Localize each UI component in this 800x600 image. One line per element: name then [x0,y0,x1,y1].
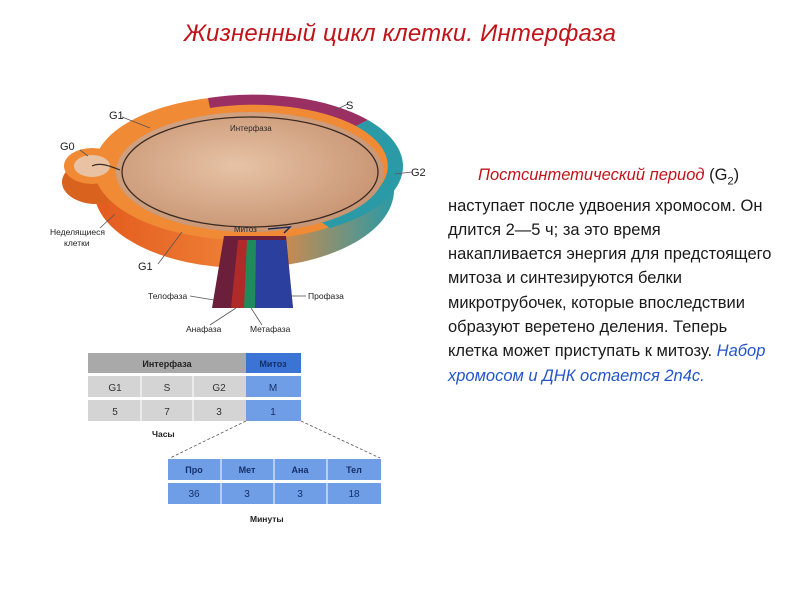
hours-header-interphase: Интерфаза [142,359,192,369]
hours-phase-g2: G2 [212,383,226,394]
label-nondividing-1: Неделящиеся [50,227,105,237]
minutes-value-ana: 3 [297,489,303,500]
hours-value-g2: 3 [216,407,222,418]
label-g0: G0 [60,141,75,153]
hours-value-m: 1 [270,407,276,418]
minutes-value-tel: 18 [348,489,360,500]
minutes-header-ana: Ана [291,465,309,475]
connector-right [301,421,380,458]
hours-phase-s: S [163,383,171,394]
hours-table [88,353,301,439]
hours-value-s: 7 [164,407,170,418]
label-nondividing-2: клетки [64,238,90,248]
minutes-value-pro: 36 [188,489,200,500]
mitosis-bars [212,236,293,308]
paragraph-lead: Постсинтетический период [478,166,705,184]
minutes-table [168,459,381,524]
minutes-header-pro: Про [185,465,203,475]
hours-phase-g1: G1 [108,383,122,394]
hours-phase-m: M [268,383,278,394]
minutes-value-met: 3 [244,489,250,500]
label-mitosis-inner: Митоз [234,225,257,234]
label-g1-top: G1 [109,110,124,122]
label-interphase-inner: Интерфаза [230,124,272,133]
description-paragraph [448,163,778,388]
label-s: S [346,100,354,112]
minutes-header-met: Мет [238,465,256,475]
paragraph-g-sub: 2 [727,175,734,188]
minutes-caption: Минуты [250,514,284,524]
label-g1-bottom: G1 [138,261,153,273]
paragraph-tail: Набор хромосом и ДНК остается 2n4c. [448,342,766,385]
label-g2: G2 [411,167,426,179]
paragraph-g-open: (G [709,166,728,184]
slide-title: Жизненный цикл клетки. Интерфаза [183,20,617,47]
hours-caption: Часы [152,429,175,439]
label-metaphase: Метафаза [250,324,291,334]
label-anaphase: Анафаза [186,324,222,334]
label-prophase: Профаза [308,291,344,301]
hours-value-g1: 5 [112,407,118,418]
minutes-header-tel: Тел [346,465,362,475]
connector-left [170,421,246,458]
paragraph-body: ) наступает после удвоения хромосом. Он длится 2—5 ч; за это время накапливается энергия для предстоящего митоза и синтезируются белки микротрубочек, которые впоследствии образуют веретено деления. Теперь клетка может приступать к митозу. [448,166,772,361]
label-telophase: Телофаза [148,291,188,301]
hours-header-mitosis: Митоз [259,359,287,369]
